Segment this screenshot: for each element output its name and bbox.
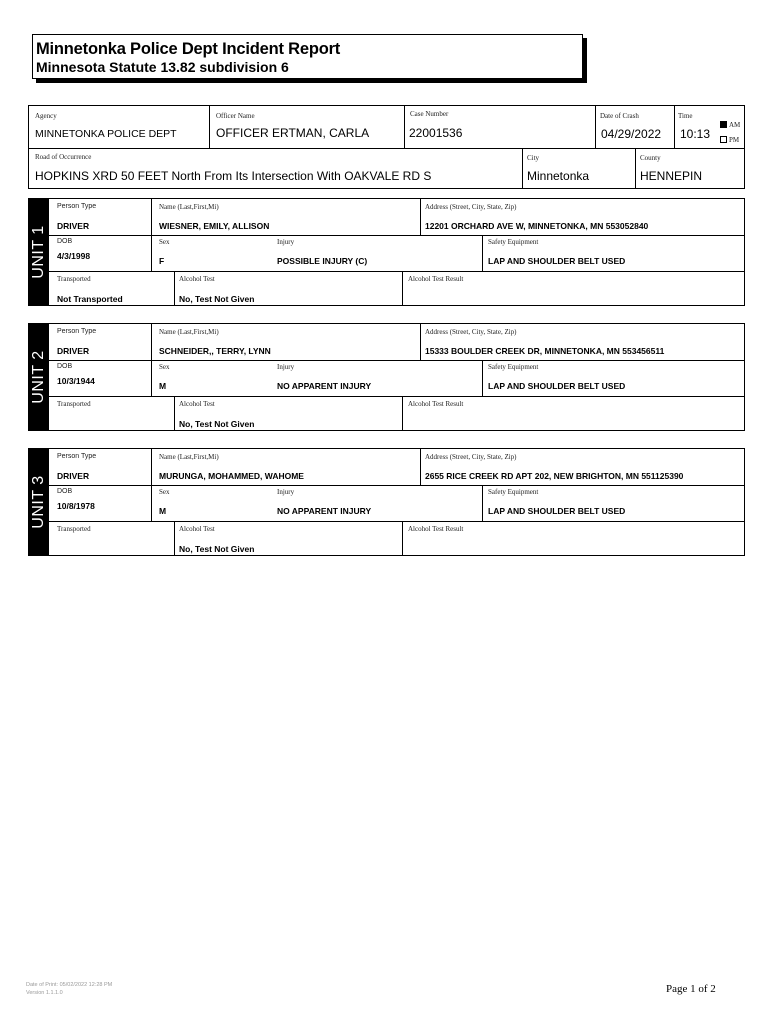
unit-1-section xyxy=(28,198,745,306)
dob-label: DOB xyxy=(57,363,73,370)
sex-label: Sex xyxy=(159,488,170,496)
address-value: 2655 RICE CREEK RD APT 202, NEW BRIGHTON, MN 551125390 xyxy=(425,471,684,481)
transported-label: Transported xyxy=(57,275,91,283)
unit-3-tab: UNIT 3 xyxy=(29,449,49,555)
unit-3-section xyxy=(28,448,745,556)
person-type-label: Person Type xyxy=(57,328,97,335)
name-label: Name (Last,First,Mi) xyxy=(159,328,219,336)
road-value: HOPKINS XRD 50 FEET North From Its Intersection With OAKVALE RD S xyxy=(35,169,432,183)
transported-value: Not Transported xyxy=(57,294,123,304)
officer-value: OFFICER ERTMAN, CARLA xyxy=(216,126,370,140)
person-type-value: DRIVER xyxy=(57,346,90,356)
transported-label: Transported xyxy=(57,525,91,533)
person-type-value: DRIVER xyxy=(57,221,90,231)
safety-equipment-label: Safety Equipment xyxy=(488,363,539,371)
city-label: City xyxy=(527,154,540,162)
agency-value: MINNETONKA POLICE DEPT xyxy=(35,128,177,140)
dob-value: 10/8/1978 xyxy=(57,501,95,511)
alcohol-test-value: No, Test Not Given xyxy=(179,544,255,554)
alcohol-test-label: Alcohol Test xyxy=(179,525,215,533)
page-number: Page 1 of 2 xyxy=(666,983,716,995)
dob-value: 10/3/1944 xyxy=(57,376,95,386)
version-text: Version 1.1.1.0 xyxy=(26,990,63,996)
safety-equipment-label: Safety Equipment xyxy=(488,238,539,246)
alcohol-test-label: Alcohol Test xyxy=(179,400,215,408)
pm-checkbox xyxy=(720,136,727,143)
incident-info-section xyxy=(28,105,745,189)
report-subtitle: Minnesota Statute 13.82 subdivision 6 xyxy=(36,59,289,75)
unit-2-tab: UNIT 2 xyxy=(29,324,49,430)
dob-value: 4/3/1998 xyxy=(57,251,91,261)
safety-equipment-value: LAP AND SHOULDER BELT USED xyxy=(488,381,626,391)
dob-label: DOB xyxy=(57,238,73,245)
name-label: Name (Last,First,Mi) xyxy=(159,453,219,461)
agency-label: Agency xyxy=(35,112,57,120)
sex-value: M xyxy=(159,381,167,391)
road-label: Road of Occurrence xyxy=(35,153,92,161)
sex-value: M xyxy=(159,506,167,516)
time-value: 10:13 xyxy=(680,127,711,141)
address-value: 15333 BOULDER CREEK DR, MINNETONKA, MN 553456511 xyxy=(425,346,665,356)
injury-label: Injury xyxy=(277,488,295,496)
sex-value: F xyxy=(159,256,165,266)
am-checkbox xyxy=(720,121,727,128)
person-type-value: DRIVER xyxy=(57,471,90,481)
city-value: Minnetonka xyxy=(527,169,590,183)
injury-value: NO APPARENT INJURY xyxy=(277,381,372,391)
officer-label: Officer Name xyxy=(216,112,255,120)
sex-label: Sex xyxy=(159,238,170,246)
report-title: Minnetonka Police Dept Incident Report xyxy=(36,40,341,58)
alcohol-test-value: No, Test Not Given xyxy=(179,294,255,304)
name-value: MURUNGA, MOHAMMED, WAHOME xyxy=(159,471,304,481)
injury-label: Injury xyxy=(277,238,295,246)
alcohol-test-value: No, Test Not Given xyxy=(179,419,255,429)
case-number-value: 22001536 xyxy=(409,126,463,140)
crash-date-label: Date of Crash xyxy=(600,112,639,120)
county-value: HENNEPIN xyxy=(640,169,703,183)
transported-label: Transported xyxy=(57,400,91,408)
name-value: SCHNEIDER,, TERRY, LYNN xyxy=(159,346,271,356)
am-label: AM xyxy=(729,121,741,129)
name-value: WIESNER, EMILY, ALLISON xyxy=(159,221,270,231)
safety-equipment-label: Safety Equipment xyxy=(488,488,539,496)
county-label: County xyxy=(640,154,661,162)
time-label: Time xyxy=(678,112,693,120)
address-label: Address (Street, City, State, Zip) xyxy=(425,328,517,336)
case-number-label: Case Number xyxy=(410,110,449,118)
name-label: Name (Last,First,Mi) xyxy=(159,203,219,211)
alcohol-result-label: Alcohol Test Result xyxy=(408,275,464,283)
address-value: 12201 ORCHARD AVE W, MINNETONKA, MN 553052840 xyxy=(425,221,649,231)
injury-value: NO APPARENT INJURY xyxy=(277,506,372,516)
injury-label: Injury xyxy=(277,363,295,371)
alcohol-result-label: Alcohol Test Result xyxy=(408,400,464,408)
address-label: Address (Street, City, State, Zip) xyxy=(425,453,517,461)
alcohol-result-label: Alcohol Test Result xyxy=(408,525,464,533)
person-type-label: Person Type xyxy=(57,453,97,460)
injury-value: POSSIBLE INJURY (C) xyxy=(277,256,368,266)
report-title-box xyxy=(32,34,583,79)
unit-2-section xyxy=(28,323,745,431)
safety-equipment-value: LAP AND SHOULDER BELT USED xyxy=(488,506,626,516)
print-date: Date of Print: 05/02/2022 12:28 PM xyxy=(26,982,113,988)
pm-label: PM xyxy=(729,136,740,144)
address-label: Address (Street, City, State, Zip) xyxy=(425,203,517,211)
dob-label: DOB xyxy=(57,488,73,495)
alcohol-test-label: Alcohol Test xyxy=(179,275,215,283)
safety-equipment-value: LAP AND SHOULDER BELT USED xyxy=(488,256,626,266)
unit-1-tab: UNIT 1 xyxy=(29,199,49,305)
person-type-label: Person Type xyxy=(57,203,97,210)
crash-date-value: 04/29/2022 xyxy=(601,127,662,141)
sex-label: Sex xyxy=(159,363,170,371)
